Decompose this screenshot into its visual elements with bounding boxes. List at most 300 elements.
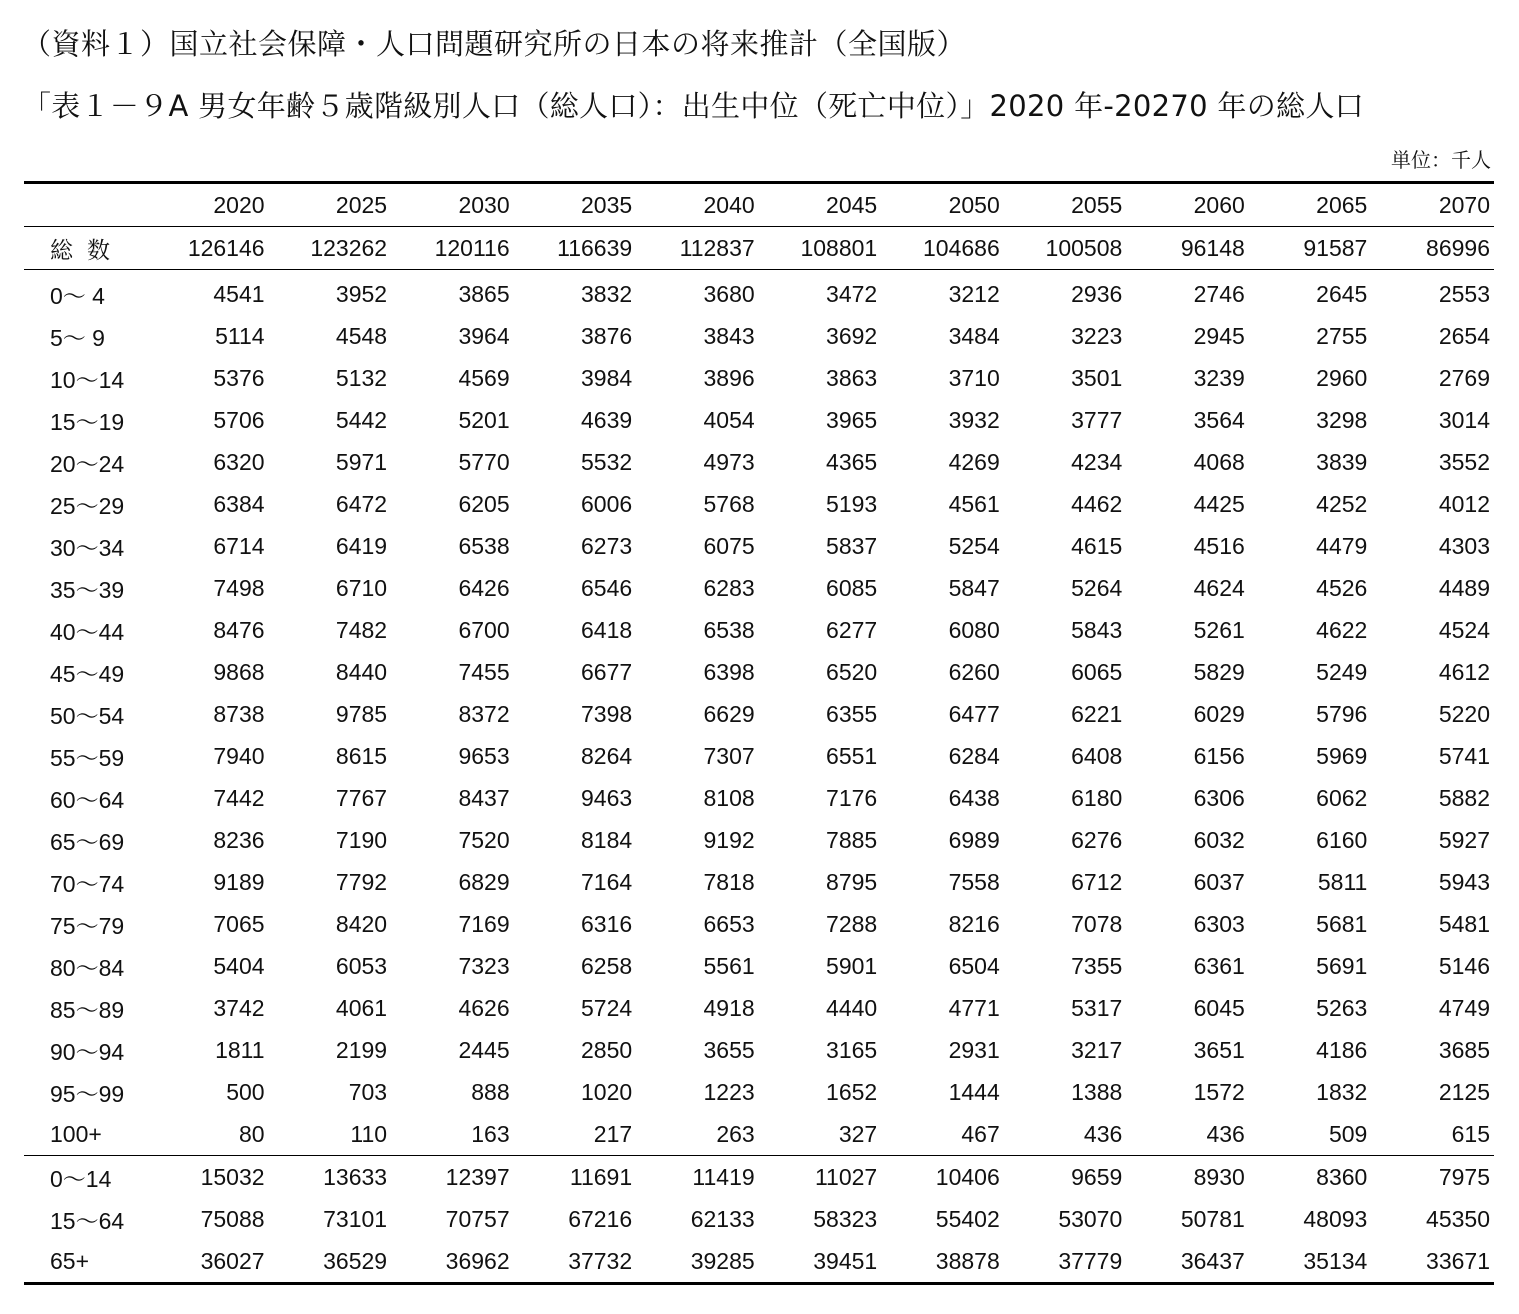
value-cell: 62133 [690,1205,755,1232]
value-cell: 6156 [1193,742,1245,769]
value-cell: 36027 [146,1240,269,1284]
value-cell: 2960 [1316,364,1368,391]
value-cell: 3212 [948,280,1000,307]
value-cell: 3692 [826,322,878,349]
year-header-cell: 2020 [146,183,269,227]
value-cell: 3501 [1071,364,1123,391]
value-cell: 7323 [458,952,510,979]
value-cell: 5532 [580,448,633,475]
table-row [24,357,1494,399]
value-cell: 9868 [213,658,265,685]
year-header-row [24,183,1494,227]
value-cell: 6316 [580,910,633,937]
row-label-cell: 80～84 [50,954,125,981]
value-cell: 4489 [1438,574,1490,601]
value-cell: 9653 [458,742,510,769]
total-value-cell: 86996 [1371,227,1494,270]
value-cell: 5263 [1316,994,1368,1021]
value-cell: 4054 [703,406,755,433]
value-cell: 5969 [1316,742,1368,769]
value-cell: 3965 [826,406,878,433]
value-cell: 6426 [458,574,510,601]
table-row [24,1113,1494,1156]
value-cell: 5481 [1438,910,1490,937]
value-cell: 7482 [335,616,388,643]
value-cell: 6075 [703,532,755,559]
value-cell: 436 [1206,1120,1245,1147]
value-cell: 7455 [458,658,510,685]
table-row [24,270,1494,316]
value-cell: 703 [348,1078,388,1105]
value-cell: 4526 [1316,574,1368,601]
value-cell: 13633 [269,1156,392,1199]
value-cell: 110 [350,1120,388,1147]
value-cell: 6053 [335,952,388,979]
value-cell: 5442 [335,406,388,433]
value-cell: 5146 [1438,952,1490,979]
value-cell: 37779 [1004,1240,1127,1284]
corner-cell [24,183,146,227]
total-label: 総数 [24,227,146,270]
value-cell: 6538 [458,532,510,559]
value-cell: 8236 [213,826,265,853]
row-label-cell: 50～54 [50,702,125,729]
value-cell: 7307 [703,742,755,769]
value-cell: 5829 [1193,658,1245,685]
table-row [24,1156,1494,1199]
row-label-cell: 60～64 [50,786,125,813]
value-cell: 5561 [703,952,755,979]
table-row [24,315,1494,357]
value-cell: 1652 [826,1078,878,1105]
value-cell: 5901 [826,952,878,979]
year-header-cell: 2045 [759,183,882,227]
value-cell: 3472 [826,280,878,307]
table-row [24,441,1494,483]
value-cell: 2945 [1193,322,1245,349]
value-cell: 5404 [213,952,265,979]
value-cell: 7164 [580,868,633,895]
value-cell: 11027 [759,1156,882,1199]
value-cell: 467 [961,1120,1000,1147]
row-label-cell: 0～ 4 [50,282,105,309]
value-cell: 75088 [200,1205,265,1232]
value-cell: 4012 [1438,490,1490,517]
value-cell: 5681 [1316,910,1368,937]
value-cell: 2746 [1193,280,1245,307]
value-cell: 5971 [335,448,388,475]
value-cell: 6398 [703,658,755,685]
value-cell: 37732 [514,1240,637,1284]
table-row [24,693,1494,735]
table-row [24,483,1494,525]
population-table [24,181,1494,1285]
value-cell: 3876 [580,322,633,349]
value-cell: 5220 [1438,700,1490,727]
total-row [24,227,1494,270]
value-cell: 4061 [335,994,388,1021]
total-value-cell: 108801 [759,227,882,270]
value-cell: 1020 [580,1078,633,1105]
value-cell: 11419 [636,1156,759,1199]
value-cell: 6989 [948,826,1000,853]
value-cell: 3552 [1438,448,1490,475]
value-cell: 6284 [948,742,1000,769]
value-cell: 6551 [826,742,878,769]
row-label-cell: 70～74 [50,870,125,897]
value-cell: 6438 [948,784,1000,811]
value-cell: 3742 [213,994,265,1021]
row-label-cell: 55～59 [50,744,125,771]
value-cell: 4749 [1438,994,1490,1021]
value-cell: 1572 [1193,1078,1245,1105]
value-cell: 5261 [1193,616,1245,643]
summary-rows [24,1156,1494,1284]
value-cell: 6065 [1071,658,1123,685]
value-cell: 6504 [948,952,1000,979]
value-cell: 8930 [1126,1156,1249,1199]
value-cell: 2199 [335,1036,388,1063]
value-cell: 50781 [1180,1205,1245,1232]
total-value-cell: 116639 [514,227,637,270]
value-cell: 4186 [1316,1036,1368,1063]
value-cell: 7169 [458,910,510,937]
value-cell: 5114 [215,322,265,349]
value-cell: 3964 [458,322,510,349]
row-label-cell: 45～49 [50,660,125,687]
value-cell: 36437 [1126,1240,1249,1284]
row-label-cell: 65～69 [50,828,125,855]
value-cell: 3014 [1438,406,1490,433]
year-header-cell: 2040 [636,183,759,227]
value-cell: 2936 [1071,280,1123,307]
value-cell: 4622 [1316,616,1368,643]
row-label-cell: 20～24 [50,450,125,477]
value-cell: 3223 [1071,322,1123,349]
year-header-cell: 2065 [1249,183,1372,227]
value-cell: 8738 [213,700,265,727]
value-cell: 6520 [826,658,878,685]
value-cell: 5706 [213,406,265,433]
value-cell: 5882 [1438,784,1490,811]
value-cell: 2553 [1438,280,1490,307]
value-cell: 8437 [458,784,510,811]
table-row [24,1198,1494,1240]
value-cell: 888 [471,1078,510,1105]
year-header-cell: 2025 [269,183,392,227]
value-cell: 6712 [1071,868,1123,895]
value-cell: 5376 [213,364,265,391]
value-cell: 6677 [580,658,633,685]
table-row [24,609,1494,651]
value-cell: 7940 [213,742,265,769]
value-cell: 58323 [813,1205,878,1232]
value-cell: 3651 [1193,1036,1245,1063]
value-cell: 7558 [948,868,1000,895]
year-header-cell: 2035 [514,183,637,227]
value-cell: 6629 [703,700,755,727]
total-value-cell: 126146 [146,227,269,270]
table-row [24,1240,1494,1284]
value-cell: 4269 [948,448,1000,475]
total-value-cell: 100508 [1004,227,1127,270]
value-cell: 6032 [1193,826,1245,853]
unit-label: 単位：千人 [1391,148,1491,172]
value-cell: 263 [716,1120,755,1147]
row-label-cell: 10～14 [50,366,125,393]
value-cell: 163 [471,1120,510,1147]
row-label-cell: 65+ [24,1240,146,1284]
value-cell: 615 [1451,1120,1490,1147]
value-cell: 4516 [1193,532,1245,559]
table-row [24,399,1494,441]
value-cell: 3865 [458,280,510,307]
value-cell: 5193 [826,490,878,517]
value-cell: 7288 [826,910,878,937]
total-value-cell: 104686 [881,227,1004,270]
value-cell: 5770 [458,448,510,475]
value-cell: 8615 [335,742,388,769]
total-value-cell: 96148 [1126,227,1249,270]
value-cell: 6006 [580,490,633,517]
value-cell: 4462 [1071,490,1123,517]
table-row [24,861,1494,903]
value-cell: 6418 [580,616,633,643]
value-cell: 9192 [703,826,755,853]
value-cell: 38878 [881,1240,1004,1284]
value-cell: 80 [238,1120,265,1147]
value-cell: 2645 [1316,280,1368,307]
value-cell: 4771 [948,994,1000,1021]
table-row [24,525,1494,567]
value-cell: 5768 [703,490,755,517]
row-label-cell: 75～79 [50,912,125,939]
total-value-cell: 112837 [636,227,759,270]
value-cell: 6384 [213,490,265,517]
value-cell: 8108 [703,784,755,811]
year-header-cell: 2070 [1371,183,1494,227]
value-cell: 4548 [335,322,388,349]
total-value-cell: 123262 [269,227,392,270]
value-cell: 3217 [1071,1036,1123,1063]
value-cell: 1832 [1316,1078,1368,1105]
value-cell: 6085 [826,574,878,601]
value-cell: 6277 [826,616,878,643]
value-cell: 6653 [703,910,755,937]
value-cell: 4541 [213,280,265,307]
value-cell: 3839 [1316,448,1368,475]
value-cell: 4425 [1193,490,1245,517]
value-cell: 4615 [1071,532,1123,559]
value-cell: 5811 [1317,868,1368,895]
value-cell: 11691 [514,1156,637,1199]
value-cell: 6361 [1193,952,1245,979]
value-cell: 3952 [335,280,388,307]
value-cell: 5843 [1071,616,1123,643]
value-cell: 6045 [1193,994,1245,1021]
value-cell: 5264 [1071,574,1123,601]
value-cell: 6714 [213,532,265,559]
value-cell: 6260 [948,658,1000,685]
value-cell: 7975 [1371,1156,1494,1199]
value-cell: 7818 [703,868,755,895]
value-cell: 6258 [580,952,633,979]
value-cell: 5724 [580,994,633,1021]
value-cell: 7520 [458,826,510,853]
total-value-cell: 120116 [391,227,514,270]
value-cell: 436 [1083,1120,1123,1147]
value-cell: 39285 [636,1240,759,1284]
value-cell: 9463 [580,784,633,811]
value-cell: 4234 [1071,448,1123,475]
value-cell: 7398 [580,700,633,727]
value-cell: 7065 [213,910,265,937]
value-cell: 70757 [445,1205,510,1232]
table-row [24,903,1494,945]
value-cell: 6419 [335,532,388,559]
year-header-cell: 2060 [1126,183,1249,227]
value-cell: 3832 [580,280,633,307]
value-cell: 4569 [458,364,510,391]
value-cell: 9659 [1004,1156,1127,1199]
value-cell: 67216 [568,1205,633,1232]
value-cell: 4365 [826,448,878,475]
table-row [24,945,1494,987]
value-cell: 6276 [1071,826,1123,853]
value-cell: 5943 [1438,868,1490,895]
value-cell: 5741 [1438,742,1490,769]
value-cell: 4440 [826,994,878,1021]
value-cell: 7792 [335,868,388,895]
value-cell: 6538 [703,616,755,643]
value-cell: 2125 [1438,1078,1490,1105]
value-cell: 5837 [826,532,878,559]
value-cell: 8476 [213,616,265,643]
value-cell: 3843 [703,322,755,349]
value-cell: 33671 [1371,1240,1494,1284]
value-cell: 9189 [213,868,265,895]
total-value-cell: 91587 [1249,227,1372,270]
value-cell: 4626 [458,994,510,1021]
value-cell: 73101 [323,1205,388,1232]
value-cell: 217 [593,1120,633,1147]
value-cell: 2850 [580,1036,633,1063]
row-label-cell: 15～19 [50,408,125,435]
value-cell: 6205 [458,490,510,517]
row-label-cell: 100+ [50,1120,102,1147]
table-row [24,735,1494,777]
table-title: 「表１－９A 男女年齢５歳階級別人口（総人口）：出生中位（死亡中位）」2020 年-20270 年の総人口 [22,89,1364,123]
value-cell: 36962 [391,1240,514,1284]
value-cell: 9785 [335,700,388,727]
value-cell: 2931 [948,1036,1000,1063]
value-cell: 3165 [826,1036,878,1063]
value-cell: 7190 [335,826,388,853]
value-cell: 3896 [703,364,755,391]
value-cell: 3777 [1071,406,1123,433]
value-cell: 6355 [826,700,878,727]
value-cell: 500 [226,1078,265,1105]
row-label-cell: 5～ 9 [50,324,105,351]
value-cell: 3863 [826,364,878,391]
value-cell: 5254 [948,532,1000,559]
value-cell: 55402 [935,1205,1000,1232]
value-cell: 7767 [335,784,388,811]
value-cell: 2445 [458,1036,510,1063]
value-cell: 5132 [335,364,388,391]
value-cell: 6472 [335,490,388,517]
value-cell: 6221 [1071,700,1123,727]
value-cell: 8420 [335,910,388,937]
table-row [24,567,1494,609]
value-cell: 36529 [269,1240,392,1284]
value-cell: 1811 [215,1036,265,1063]
table-row [24,987,1494,1029]
value-cell: 12397 [391,1156,514,1199]
value-cell: 15032 [146,1156,269,1199]
row-label-cell: 30～34 [50,534,125,561]
value-cell: 6080 [948,616,1000,643]
value-cell: 7498 [213,574,265,601]
value-cell: 4624 [1193,574,1245,601]
value-cell: 6829 [458,868,510,895]
value-cell: 7355 [1071,952,1123,979]
value-cell: 1388 [1071,1078,1123,1105]
table-row [24,777,1494,819]
row-label-cell: 15～64 [50,1207,125,1234]
value-cell: 6037 [1193,868,1245,895]
value-cell: 8372 [458,700,510,727]
value-cell: 4918 [703,994,755,1021]
value-cell: 3298 [1316,406,1368,433]
table-row [24,819,1494,861]
value-cell: 4612 [1438,658,1490,685]
value-cell: 6306 [1193,784,1245,811]
value-cell: 2654 [1438,322,1490,349]
value-cell: 2755 [1316,322,1368,349]
value-cell: 35134 [1249,1240,1372,1284]
value-cell: 48093 [1303,1205,1368,1232]
table-row [24,1029,1494,1071]
value-cell: 7078 [1071,910,1123,937]
value-cell: 7442 [213,784,265,811]
value-cell: 6160 [1316,826,1368,853]
value-cell: 3680 [703,280,755,307]
row-label-cell: 85～89 [50,996,125,1023]
age-group-rows [24,270,1494,1156]
year-header-cell: 2030 [391,183,514,227]
value-cell: 8264 [580,742,633,769]
value-cell: 3655 [703,1036,755,1063]
value-cell: 3984 [580,364,633,391]
value-cell: 327 [838,1120,878,1147]
value-cell: 5796 [1316,700,1368,727]
value-cell: 2769 [1438,364,1490,391]
value-cell: 4252 [1316,490,1368,517]
value-cell: 8360 [1249,1156,1372,1199]
document-title: （資料１）国立社会保障・人口問題研究所の日本の将来推計（全国版） [22,27,967,61]
row-label-cell: 25～29 [50,492,125,519]
value-cell: 6029 [1193,700,1245,727]
value-cell: 6320 [213,448,265,475]
value-cell: 8184 [580,826,633,853]
value-cell: 1223 [703,1078,755,1105]
value-cell: 5691 [1316,952,1368,979]
value-cell: 8440 [335,658,388,685]
value-cell: 6477 [948,700,1000,727]
value-cell: 7885 [826,826,878,853]
value-cell: 4479 [1316,532,1368,559]
